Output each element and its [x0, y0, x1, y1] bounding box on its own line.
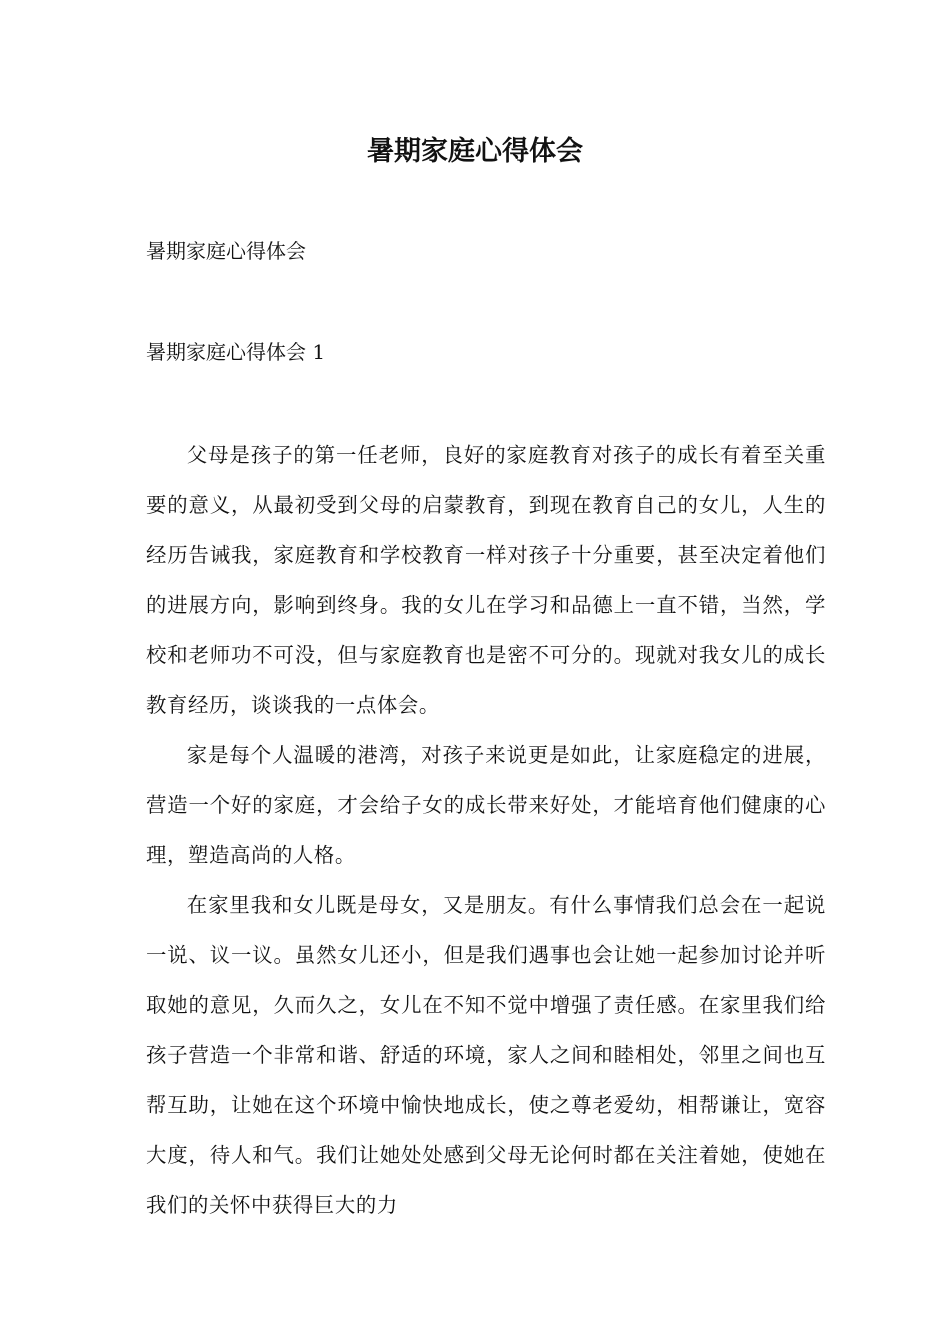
section-heading: 暑期家庭心得体会 1	[146, 340, 326, 364]
paragraph: 家是每个人温暖的港湾，对孩子来说更是如此，让家庭稳定的进展，营造一个好的家庭，才会给子女的成长带来好处，才能培育他们健康的心理，塑造高尚的人格。	[146, 743, 826, 867]
document-body	[146, 430, 826, 1230]
document-subtitle: 暑期家庭心得体会	[146, 239, 306, 263]
paragraph: 在家里我和女儿既是母女，又是朋友。有什么事情我们总会在一起说一说、议一议。虽然女儿还小，但是我们遇事也会让她一起参加讨论并听取她的意见，久而久之，女儿在不知不觉中增强了责任感。在家里我们给孩子营造一个非常和谐、舒适的环境，家人之间和睦相处，邻里之间也互帮互助，让她在这个环境中愉快地成长，使之尊老爱幼，相帮谦让，宽容大度，待人和气。我们让她处处感到父母无论何时都在关注着她，使她在我们的关怀中获得巨大的力	[146, 893, 826, 1217]
document-title: 暑期家庭心得体会	[367, 136, 583, 167]
paragraph: 父母是孩子的第一任老师，良好的家庭教育对孩子的成长有着至关重要的意义，从最初受到父母的启蒙教育，到现在教育自己的女儿，人生的经历告诫我，家庭教育和学校教育一样对孩子十分重要，甚至决定着他们的进展方向，影响到终身。我的女儿在学习和品德上一直不错，当然，学校和老师功不可没，但与家庭教育也是密不可分的。现就对我女儿的成长教育经历，谈谈我的一点体会。	[146, 443, 826, 717]
